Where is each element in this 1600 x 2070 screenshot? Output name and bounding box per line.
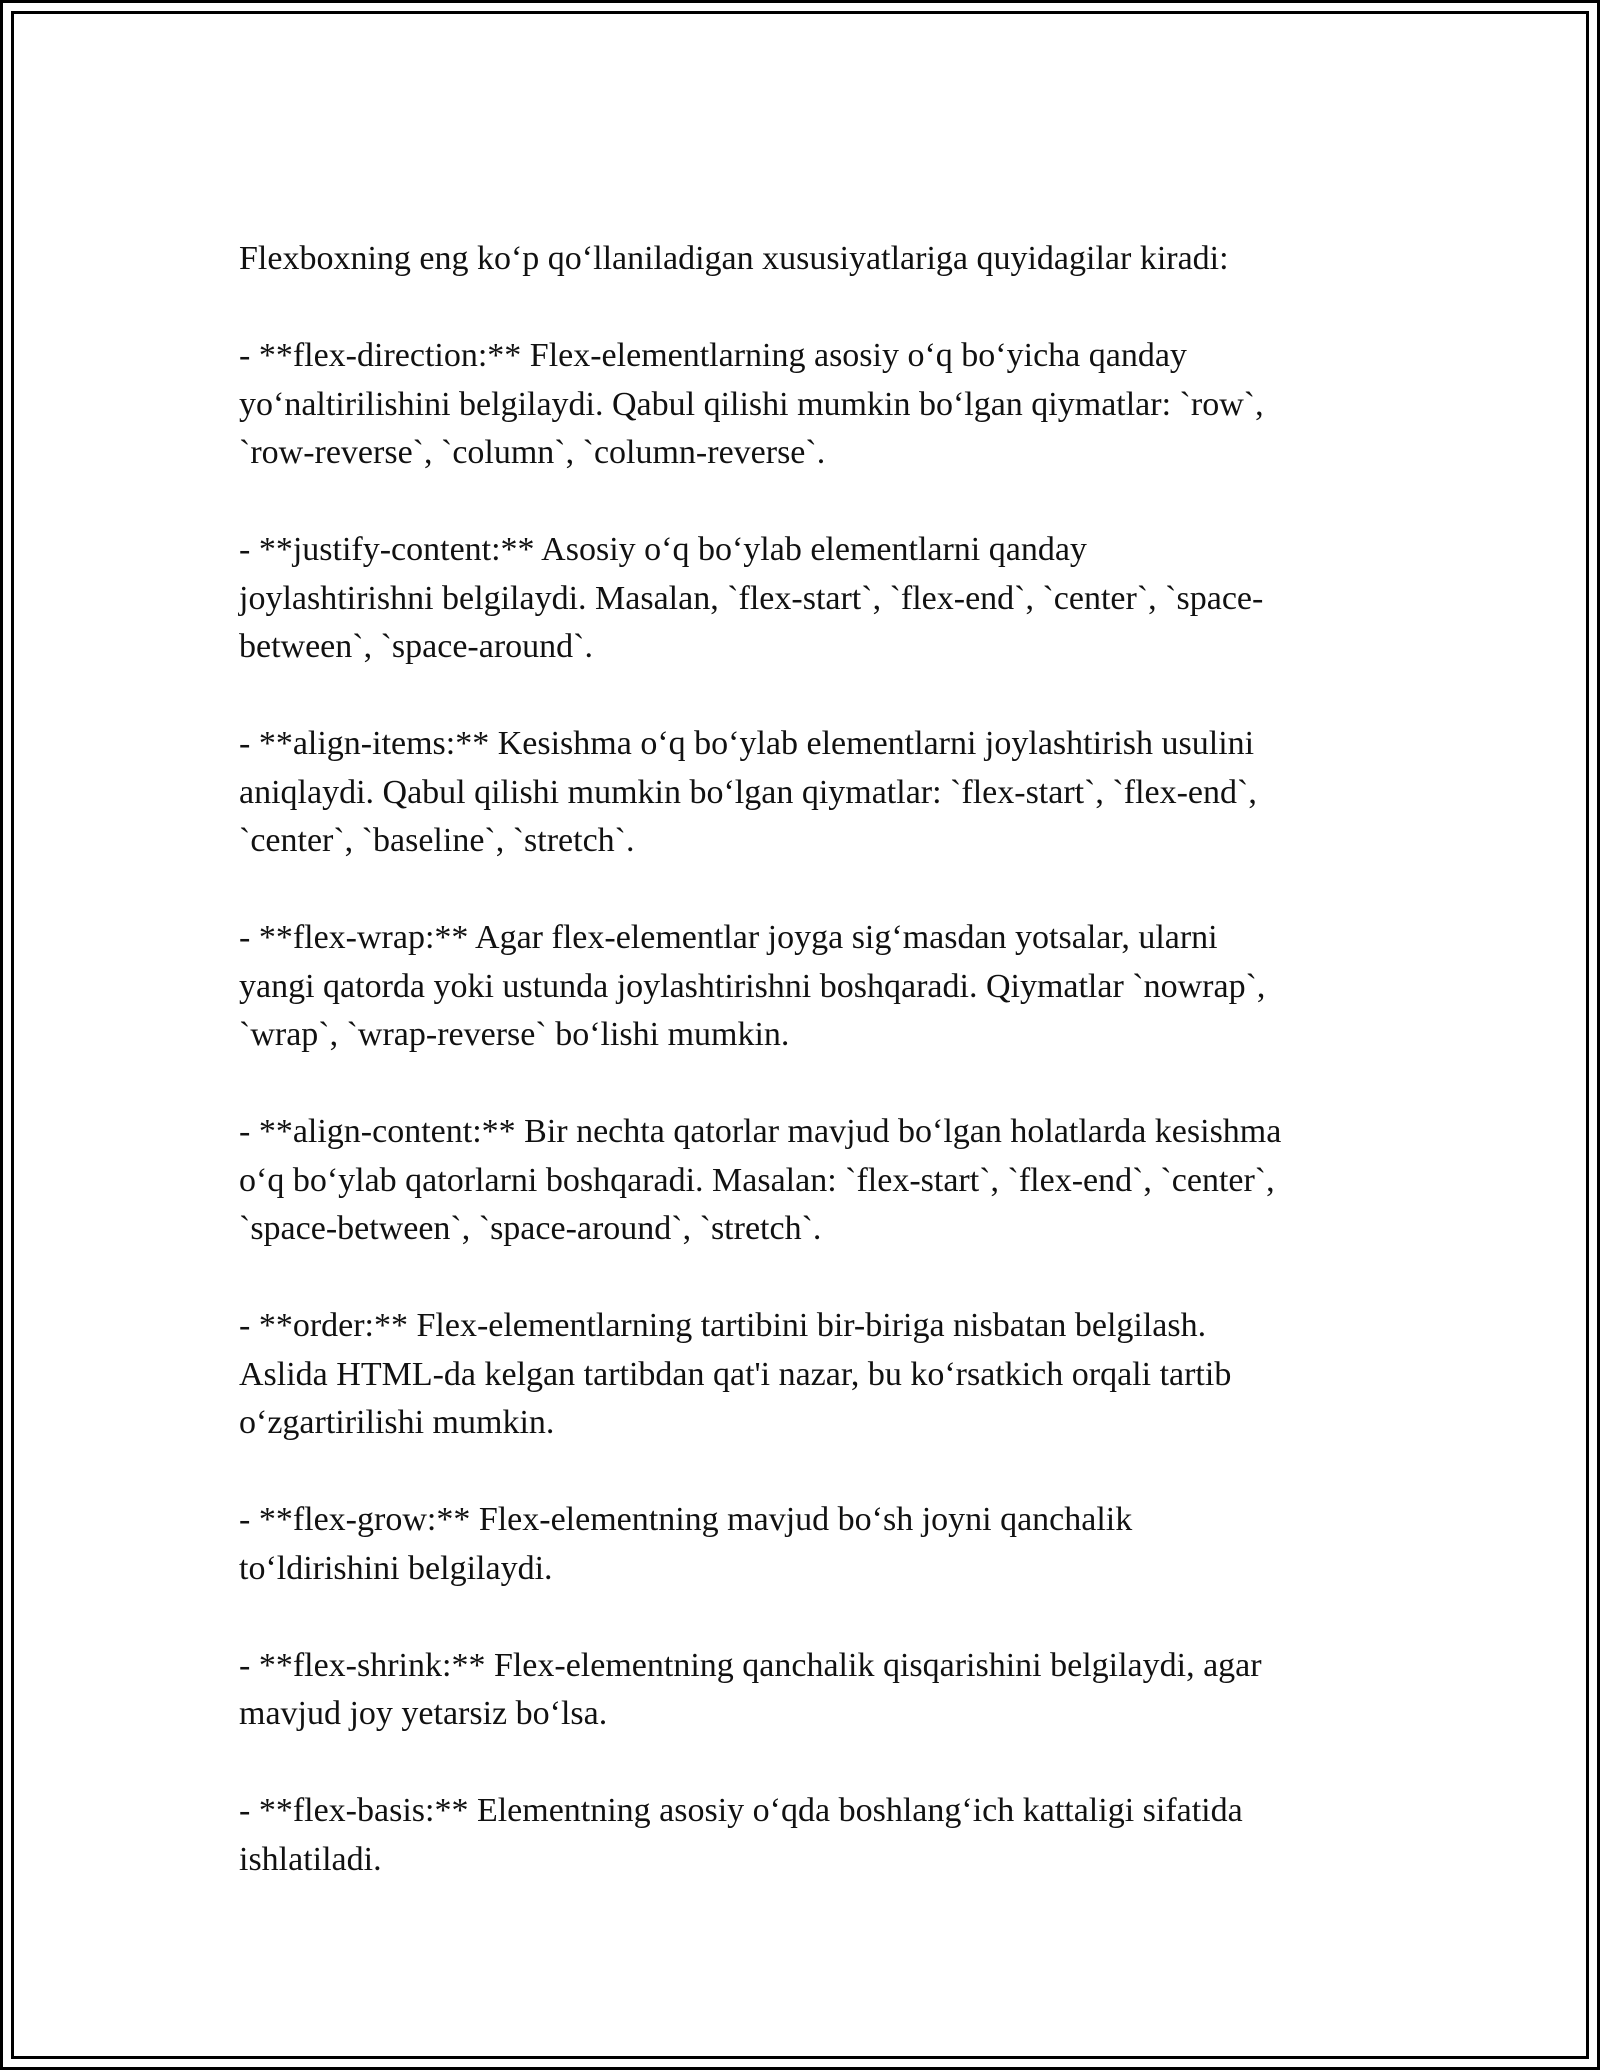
text-line: ishlatiladi.	[239, 1840, 382, 1878]
text-line: - **flex-direction:** Flex-elementlarning asosiy o‘q bo‘yicha qanday	[239, 337, 1187, 374]
text-line: o‘q bo‘ylab qatorlarni boshqaradi. Masalan: `flex-start`, `flex-end`, `center`,	[239, 1161, 1275, 1199]
text-line: `center`, `baseline`, `stretch`.	[239, 822, 635, 859]
item-flex-basis	[239, 1787, 1379, 1884]
text-line: yo‘naltirilishini belgilaydi. Qabul qilishi mumkin bo‘lgan qiymatlar: `row`,	[239, 385, 1264, 423]
text-line: to‘ldirishini belgilaydi.	[239, 1549, 553, 1587]
text-line: - **flex-grow:** Flex-elementning mavjud bo‘sh joyni qanchalik	[239, 1501, 1133, 1538]
text-line: Aslida HTML-da kelgan tartibdan qat'i nazar, bu ko‘rsatkich orqali tartib	[239, 1355, 1232, 1393]
item-flex-direction	[239, 332, 1379, 478]
item-justify-content	[239, 526, 1379, 672]
text-line: mavjud joy yetarsiz bo‘lsa.	[239, 1695, 608, 1732]
item-flex-shrink	[239, 1642, 1379, 1739]
text-line: - **flex-basis:** Elementning asosiy o‘qda boshlang‘ich kattaligi sifatida	[239, 1792, 1243, 1829]
text-line: `space-between`, `space-around`, `stretch`.	[239, 1210, 822, 1247]
text-line: - **align-content:** Bir nechta qatorlar mavjud bo‘lgan holatlarda kesishma	[239, 1113, 1282, 1150]
text-line: yangi qatorda yoki ustunda joylashtirishni boshqaradi. Qiymatlar `nowrap`,	[239, 967, 1266, 1005]
item-align-items	[239, 720, 1379, 866]
text-line: - **justify-content:** Asosiy o‘q bo‘ylab elementlarni qanday	[239, 531, 1087, 568]
text-line: - **flex-wrap:** Agar flex-elementlar joyga sig‘masdan yotsalar, ularni	[239, 919, 1218, 956]
text-line: between`, `space-around`.	[239, 628, 593, 665]
text-line: - **align-items:** Kesishma o‘q bo‘ylab elementlarni joylashtirish usulini	[239, 725, 1255, 762]
item-order	[239, 1302, 1379, 1448]
item-flex-wrap	[239, 914, 1379, 1060]
document-body	[239, 235, 1379, 1884]
text-line: `wrap`, `wrap-reverse` bo‘lishi mumkin.	[239, 1016, 790, 1053]
item-align-content	[239, 1108, 1379, 1254]
text-line: - **flex-shrink:** Flex-elementning qanchalik qisqarishini belgilaydi, agar	[239, 1646, 1262, 1684]
text-line: joylashtirishni belgilaydi. Masalan, `flex-start`, `flex-end`, `center`, `space-	[239, 579, 1264, 617]
text-line: `row-reverse`, `column`, `column-reverse`.	[239, 434, 826, 471]
intro-paragraph: Flexboxning eng ko‘p qo‘llaniladigan xususiyatlariga quyidagilar kiradi:	[239, 240, 1229, 277]
item-flex-grow	[239, 1496, 1379, 1593]
text-line: o‘zgartirilishi mumkin.	[239, 1404, 555, 1441]
text-line: - **order:** Flex-elementlarning tartibini bir-biriga nisbatan belgilash.	[239, 1307, 1207, 1344]
text-line: aniqlaydi. Qabul qilishi mumkin bo‘lgan qiymatlar: `flex-start`, `flex-end`,	[239, 773, 1257, 811]
